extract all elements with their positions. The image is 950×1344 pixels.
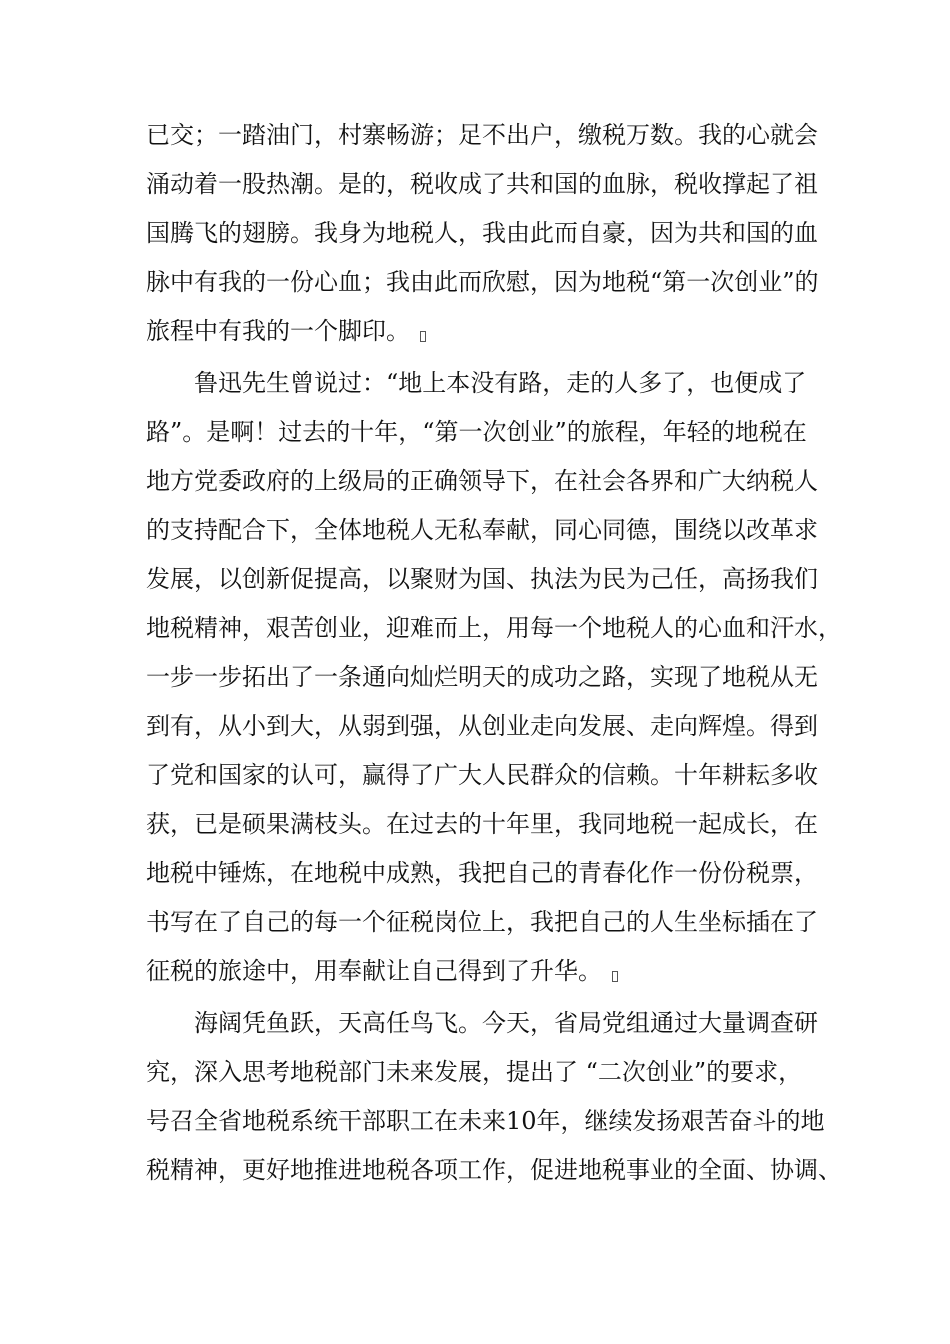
- body-text-line: 发展，以创新促提高，以聚财为国、执法为民为己任，高扬我们: [146, 565, 818, 593]
- body-text-line-with-mark: [146, 946, 816, 996]
- body-text-line: 已交；一踏油门，村寨畅游；足不出户，缴税万数。我的心就会: [146, 121, 818, 149]
- body-text-line: 涌动着一股热潮。是的，税收成了共和国的血脉，税收撑起了祖: [146, 170, 818, 198]
- body-text-line: 脉中有我的一份心血；我由此而欣慰，因为地税“第一次创业”的: [146, 268, 819, 296]
- body-text-line: 地税中锤炼，在地税中成熟，我把自己的青春化作一份份税票，: [146, 859, 818, 887]
- body-text-line: 旅程中有我的一个脚印。: [146, 317, 410, 345]
- body-text-line: 国腾飞的翅膀。我身为地税人，我由此而自豪，因为共和国的血: [146, 219, 818, 247]
- body-text-line: 税精神，更好地推进地税各项工作，促进地税事业的全面、协调、: [146, 1156, 842, 1184]
- body-text-line: 号召全省地税系统干部职工在未来10年，继续发扬艰苦奋斗的地: [146, 1107, 825, 1135]
- body-text-line: 了党和国家的认可，赢得了广大人民群众的信赖。十年耕耘多收: [146, 761, 818, 789]
- body-text-line: 究，深入思考地税部门未来发展，提出了 “二次创业”的要求，: [146, 1058, 803, 1086]
- body-text-line: 地税精神，艰苦创业，迎难而上，用每一个地税人的心血和汗水，: [146, 614, 842, 642]
- body-text-line: 鲁迅先生曾说过：“地上本没有路，走的人多了，也便成了: [194, 369, 807, 397]
- body-text-line: 地方党委政府的上级局的正确领导下，在社会各界和广大纳税人: [146, 467, 818, 495]
- body-text-line: 获，已是硕果满枝头。在过去的十年里，我同地税一起成长，在: [146, 810, 818, 838]
- body-text-line: 书写在了自己的每一个征税岗位上，我把自己的人生坐标插在了: [146, 908, 818, 936]
- body-text-line: 到有，从小到大，从弱到强，从创业走向发展、走向辉煌。得到: [146, 712, 818, 740]
- body-text-line: 征税的旅途中，用奉献让自己得到了升华。: [146, 957, 602, 985]
- body-text-line: 海阔凭鱼跃，天高任鸟飞。今天，省局党组通过大量调查研: [194, 1009, 818, 1037]
- paragraph-mark-icon: [420, 331, 426, 342]
- body-text-line: 的支持配合下，全体地税人无私奉献，同心同德，围绕以改革求: [146, 516, 818, 544]
- body-text-line: 路”。是啊！过去的十年，“第一次创业”的旅程，年轻的地税在: [146, 418, 807, 446]
- paragraph-mark-icon: [612, 971, 618, 982]
- body-text-line: 一步一步拓出了一条通向灿烂明天的成功之路，实现了地税从无: [146, 663, 818, 691]
- body-text-line-with-mark: [146, 306, 816, 356]
